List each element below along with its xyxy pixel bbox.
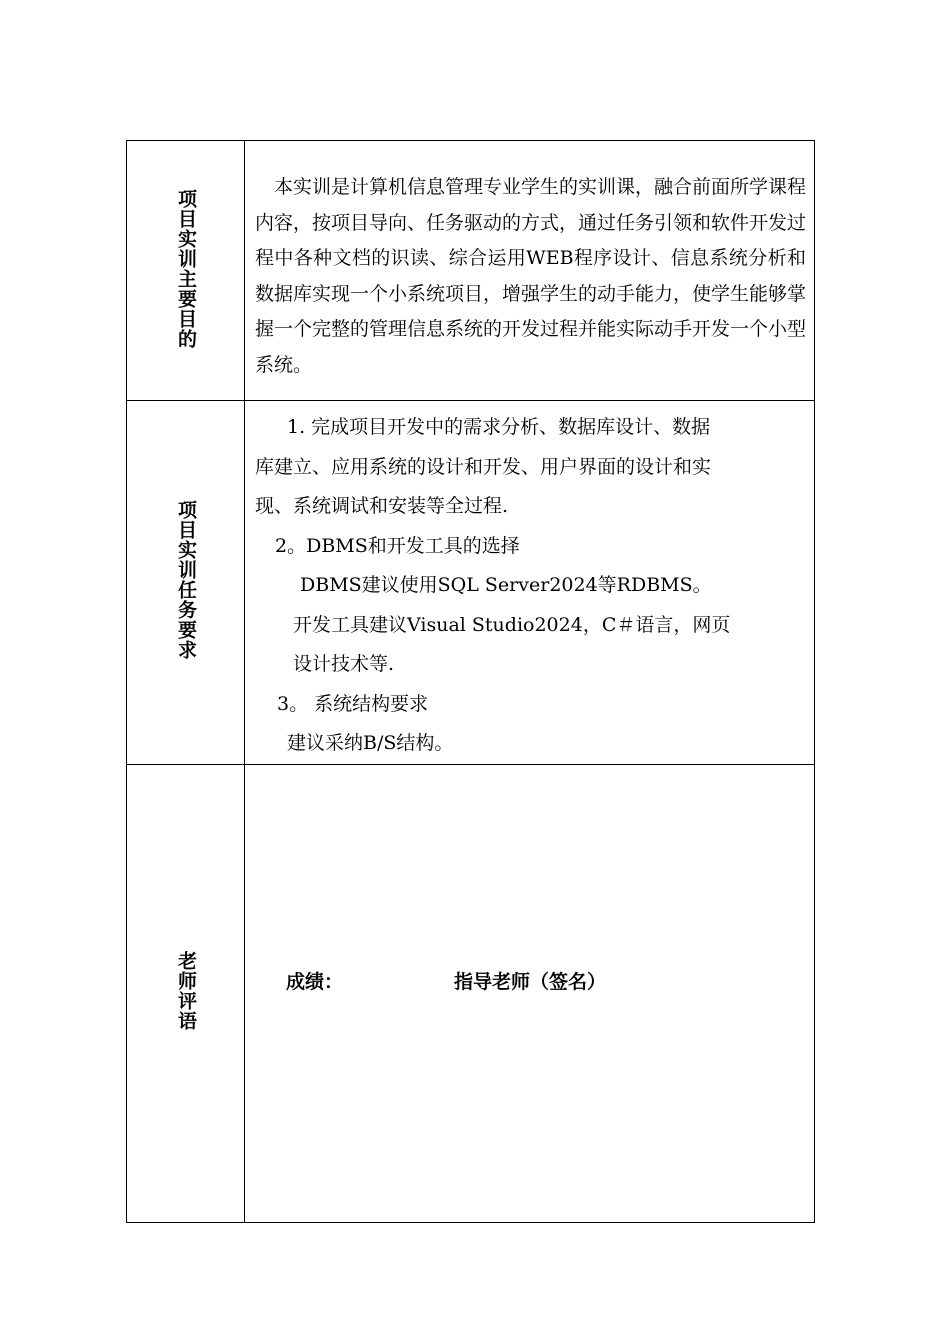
comment-area: [245, 765, 814, 1221]
purpose-row: [127, 141, 815, 401]
task-line-5: DBMS建议使用SQL Server2024等RDBMS。: [300, 574, 712, 596]
task-line-3: 现、系统调试和安装等全过程.: [255, 495, 509, 517]
task-line-6: 开发工具建议Visual Studio2024，C＃语言，网页: [293, 613, 731, 636]
comment-content-cell: [245, 764, 815, 1222]
tasks-label: 项目实训任务要求: [175, 500, 197, 661]
tasks-row: [127, 401, 815, 765]
purpose-label: 项目实训主要目的: [175, 188, 197, 349]
comment-label: 老师评语: [175, 951, 197, 1031]
tasks-list: [245, 401, 814, 764]
task-line-8: 3。 系统结构要求: [277, 692, 429, 715]
tasks-content-cell: [245, 401, 815, 765]
task-line-2: 库建立、应用系统的设计和开发、用户界面的设计和实: [255, 455, 712, 478]
task-line-1: 1. 完成项目开发中的需求分析、数据库设计、数据: [287, 416, 711, 438]
tasks-label-cell: [127, 401, 245, 765]
project-form-table: [126, 140, 815, 1223]
grade-label: 成绩：: [286, 970, 344, 993]
purpose-label-cell: [127, 141, 245, 401]
purpose-text: 本实训是计算机信息管理专业学生的实训课，融合前面所学课程内容，按项目导向、任务驱动的方式，通过任务引领和软件开发过程中各种文档的识读、综合运用WEB程序设计、信息系统分析和数据库实现一个小系统项目，增强学生的动手能力，使学生能够掌握一个完整的管理信息系统的开发过程并能实际动手开发一个小型系统。: [255, 176, 807, 376]
teacher-signature-label: 指导老师（签名）: [454, 970, 607, 993]
task-line-9: 建议采纳B/S结构。: [287, 732, 454, 754]
comment-label-cell: [127, 764, 245, 1222]
purpose-content-cell: [245, 141, 815, 401]
task-line-4: 2。DBMS和开发工具的选择: [275, 534, 520, 557]
comment-row: [127, 764, 815, 1222]
task-line-7: 设计技术等.: [293, 653, 395, 675]
